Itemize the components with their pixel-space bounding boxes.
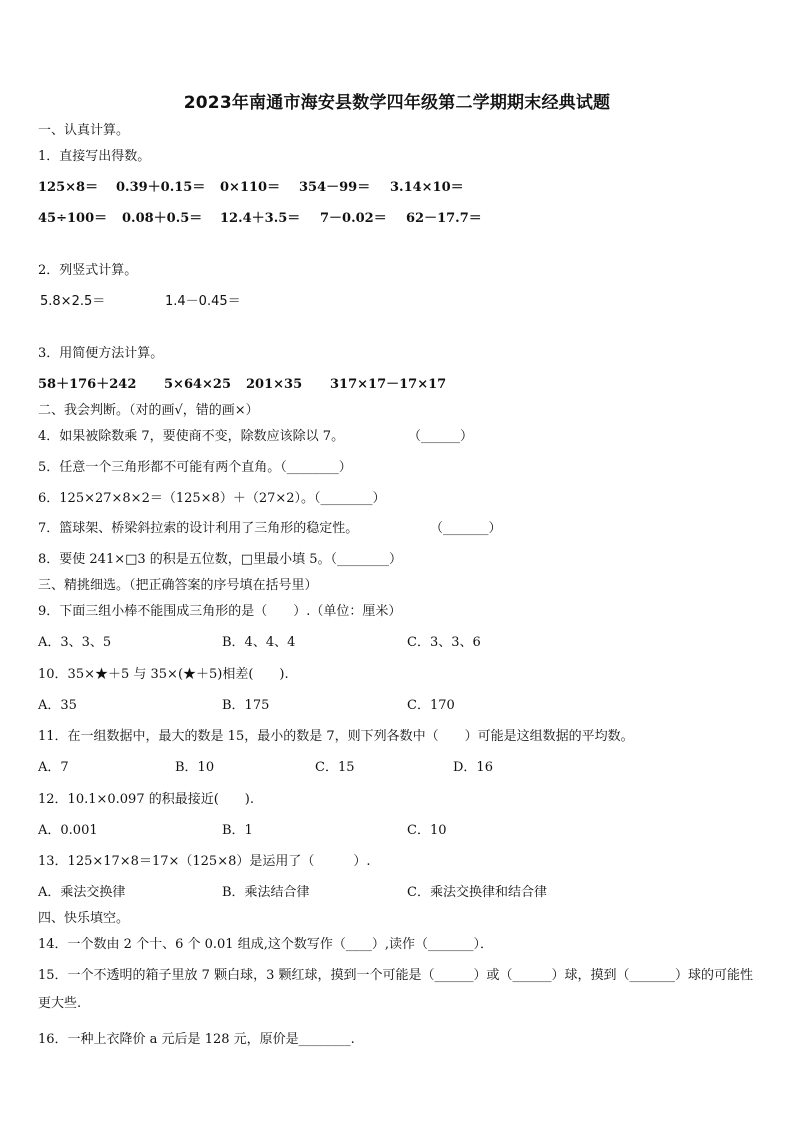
question-16: 16．一种上衣降价 a 元后是 128 元，原价是________. xyxy=(38,1032,355,1047)
question-11: 11．在一组数据中，最大的数是 15，最小的数是 7，则下列各数中（ ）可能是这组数据的平均数。 xyxy=(38,729,634,744)
question-9: 9．下面三组小棒不能围成三角形的是（ ）.（单位：厘米） xyxy=(38,604,402,619)
q11-option: A．7 xyxy=(38,760,69,775)
question-2: 2．列竖式计算。 xyxy=(38,263,138,278)
question-7: 7．篮球架、桥梁斜拉索的设计利用了三角形的稳定性。 xyxy=(38,521,359,536)
question-13: 13．125×17×8＝17×（125×8）是运用了（ ）. xyxy=(38,854,371,869)
q10-option: C．170 xyxy=(407,698,455,713)
q2-expression: 5.8×2.5＝ xyxy=(40,294,106,309)
question-4-blank: （______） xyxy=(408,429,474,444)
section-2-heading: 二、我会判断。（对的画√，错的画×） xyxy=(38,403,259,418)
q3-expression: 317×17－17×17 xyxy=(330,377,447,392)
q12-option: C．10 xyxy=(407,823,447,838)
q1-expression: 0.08＋0.5＝ xyxy=(122,211,203,226)
page-title: 2023年南通市海安县数学四年级第二学期期末经典试题 xyxy=(183,93,611,113)
q1-expression: 125×8＝ xyxy=(38,180,99,195)
q3-expression: 5×64×25 xyxy=(164,377,232,392)
question-14: 14．一个数由 2 个十、6 个 0.01 组成,这个数写作（____）,读作（_______）． xyxy=(38,937,493,952)
q1-expression: 7－0.02＝ xyxy=(320,211,387,226)
q12-option: B．1 xyxy=(222,823,253,838)
question-10: 10．35×★＋5 与 35×(★＋5)相差( ). xyxy=(38,667,289,682)
q10-option: A．35 xyxy=(38,698,77,713)
question-5: 5．任意一个三角形都不可能有两个直角。（________） xyxy=(38,460,352,475)
q1-expression: 0×110＝ xyxy=(220,180,281,195)
section-1-heading: 一、认真计算。 xyxy=(38,123,130,138)
q1-expression: 354－99＝ xyxy=(299,180,371,195)
q12-option: A．0.001 xyxy=(38,823,98,838)
question-4: 4．如果被除数乘 7，要使商不变，除数应该除以 7。 xyxy=(38,429,345,444)
question-7-blank: （_______） xyxy=(430,521,502,536)
q11-option: B．10 xyxy=(175,760,215,775)
question-8: 8．要使 241×□3 的积是五位数，□里最小填 5。（________） xyxy=(38,552,402,567)
q9-option: A．3、3、5 xyxy=(38,635,112,650)
section-3-heading: 三、精挑细选。（把正确答案的序号填在括号里） xyxy=(38,578,318,593)
q1-expression: 12.4＋3.5＝ xyxy=(220,211,301,226)
question-3: 3．用简便方法计算。 xyxy=(38,346,164,361)
question-15: 15．一个不透明的箱子里放 7 颗白球，3 颗红球，摸到一个可能是（______）或（______）球，摸到（_______）球的可能性更大些. xyxy=(38,968,753,1011)
q13-option: B．乘法结合律 xyxy=(222,885,310,900)
q1-expression: 3.14×10＝ xyxy=(390,180,464,195)
q9-option: B．4、4、4 xyxy=(222,635,296,650)
q3-expression: 58＋176＋242 xyxy=(38,377,137,392)
question-12: 12．10.1×0.097 的积最接近( ). xyxy=(38,792,255,807)
q1-expression: 0.39＋0.15＝ xyxy=(116,180,206,195)
question-6: 6．125×27×8×2＝（125×8）＋（27×2）。（________） xyxy=(38,491,386,506)
question-1: 1．直接写出得数。 xyxy=(38,149,151,164)
q3-expression: 201×35 xyxy=(246,377,303,392)
q11-option: D．16 xyxy=(453,760,493,775)
q2-expression: 1.4－0.45＝ xyxy=(165,294,241,309)
q13-option: A．乘法交换律 xyxy=(38,885,126,900)
q10-option: B．175 xyxy=(222,698,270,713)
q9-option: C．3、3、6 xyxy=(407,635,481,650)
q1-expression: 45÷100＝ xyxy=(38,211,108,226)
q1-expression: 62－17.7＝ xyxy=(406,211,482,226)
q13-option: C．乘法交换律和结合律 xyxy=(407,885,547,900)
q11-option: C．15 xyxy=(315,760,355,775)
section-4-heading: 四、快乐填空。 xyxy=(38,911,130,926)
